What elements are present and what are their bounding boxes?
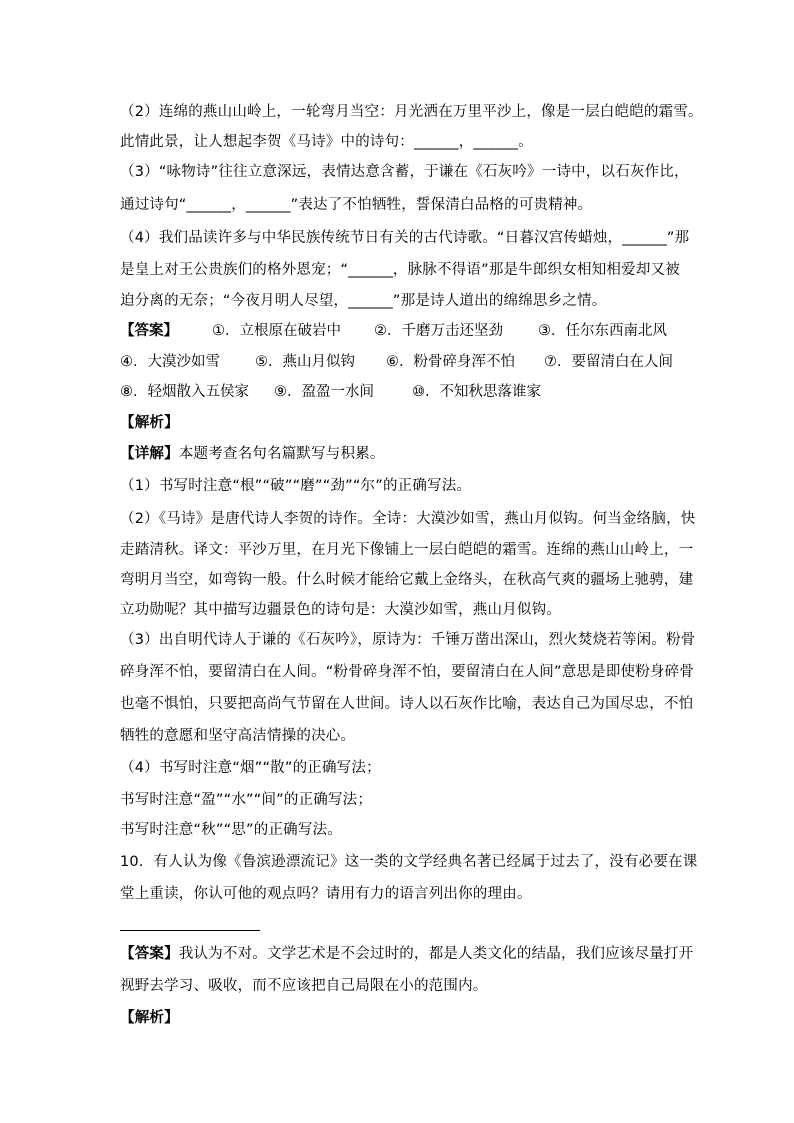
answer-item: ⑩．不知秋思落谁家 xyxy=(412,384,541,400)
answer-item: ④．大漠沙如雪 xyxy=(120,354,220,370)
answer-item: ⑦．要留清白在人间 xyxy=(544,354,673,370)
detail-line: （2）《马诗》是唐代诗人李贺的诗作。全诗：大漠沙如雪，燕山月似钩。何当金络脑，快 xyxy=(120,511,696,527)
answer-label: 【答案】 xyxy=(120,323,178,339)
q4-line-2: 是皇上对王公贵族们的格外恩宠；“______，脉脉不得语”那是牛郎织女相知相爱却又被 xyxy=(120,262,680,278)
answer-item: ⑤．燕山月似钩 xyxy=(255,354,355,370)
detail-line: 弯明月当空，如弯钩一般。什么时候才能给它戴上金络头，在秋高气爽的疆场上驰骋，建 xyxy=(120,572,694,588)
answer-row-3 xyxy=(120,382,680,402)
answer-item: ⑧．轻烟散入五侯家 xyxy=(120,384,249,400)
q10-line-2: 堂上重读，你认可他的观点吗？请用有力的语言列出你的理由。 xyxy=(120,886,532,902)
detail-line: 立功勋呢？其中描写边疆景色的诗句是：大漠沙如雪，燕山月似钩。 xyxy=(120,602,561,618)
answer-item: ⑨．盈盈一水间 xyxy=(274,384,374,400)
detail-line: 碎身浑不怕，要留清白在人间。“粉骨碎身浑不怕，要留清白在人间”意思是即使粉身碎骨 xyxy=(120,664,695,680)
answer2-line-2: 视野去学习、吸收，而不应该把自己局限在小的范围内。 xyxy=(120,978,488,994)
answer-row-2 xyxy=(120,352,680,372)
detail-line: （3）出自明代诗人于谦的《石灰吟》，原诗为：千锤万凿出深山，烈火焚烧若等闲。粉骨 xyxy=(120,632,696,648)
answer-blank-line xyxy=(120,930,260,931)
analysis2-label: 【解析】 xyxy=(120,1010,179,1026)
answer-item: ②．千磨万击还坚劲 xyxy=(374,323,503,339)
answer-item: ①．立根原在破岩中 xyxy=(212,323,341,339)
q2-line-1: （2）连绵的燕山山岭上，一轮弯月当空：月光洒在万里平沙上，像是一层白皑皑的霜雪。 xyxy=(120,104,703,120)
q2-line-2: 此情此景，让人想起李贺《马诗》中的诗句：______，______。 xyxy=(120,134,533,150)
answer-item: ③．任尔东西南北风 xyxy=(538,323,667,339)
detail-line: （1）书写时注意“根”“破”“磨”“劲”“尔”的正确写法。 xyxy=(120,478,472,494)
answer-item: ⑥．粉骨碎身浑不怕 xyxy=(386,354,515,370)
q4-line-3: 迫分离的无奈；“今夜月明人尽望，______”那是诗人道出的绵绵思乡之情。 xyxy=(120,293,607,309)
detail-line: 走踏清秋。译文：平沙万里，在月光下像铺上一层白皑皑的霜雪。连绵的燕山山岭上，一 xyxy=(120,542,694,558)
answer2-label: 【答案】 xyxy=(120,946,179,962)
answer2-line-1: 【答案】我认为不对。文学艺术是不会过时的，都是人类文化的结晶，我们应该尽量打开 xyxy=(120,946,694,962)
detail-label: 【详解】 xyxy=(120,446,179,462)
detail-line: 也毫不惧怕，只要把高尚气节留在人世间。诗人以石灰作比喻，表达自己为国尽忠，不怕 xyxy=(120,696,694,712)
detail-line: 书写时注意“盈”“水”“间”的正确写法； xyxy=(120,792,373,808)
detail-line-1: 【详解】本题考查名句名篇默写与积累。 xyxy=(120,446,385,462)
q10-line-1: 10．有人认为像《鲁滨逊漂流记》这一类的文学经典名著已经属于过去了，没有必要在课 xyxy=(120,854,698,870)
detail-line: 书写时注意“秋”“思”的正确写法。 xyxy=(120,822,342,838)
analysis-label: 【解析】 xyxy=(120,415,179,431)
answer-row-1 xyxy=(120,321,680,341)
q3-line-1: （3）“咏物诗”往往立意深远，表情达意含蓄，于谦在《石灰吟》一诗中，以石灰作比， xyxy=(120,164,689,180)
q3-line-2: 通过诗句“______，______”表达了不怕牺牲，誓保清白品格的可贵精神。 xyxy=(120,197,593,213)
detail-line: （4）书写时注意“烟”“散”的正确写法； xyxy=(120,760,381,776)
detail-line: 牺牲的意愿和坚守高洁情操的决心。 xyxy=(120,728,356,744)
q4-line-1: （4）我们品读许多与中华民族传统节日有关的古代诗歌。“日暮汉宫传蜡烛，______”那 xyxy=(120,230,690,246)
